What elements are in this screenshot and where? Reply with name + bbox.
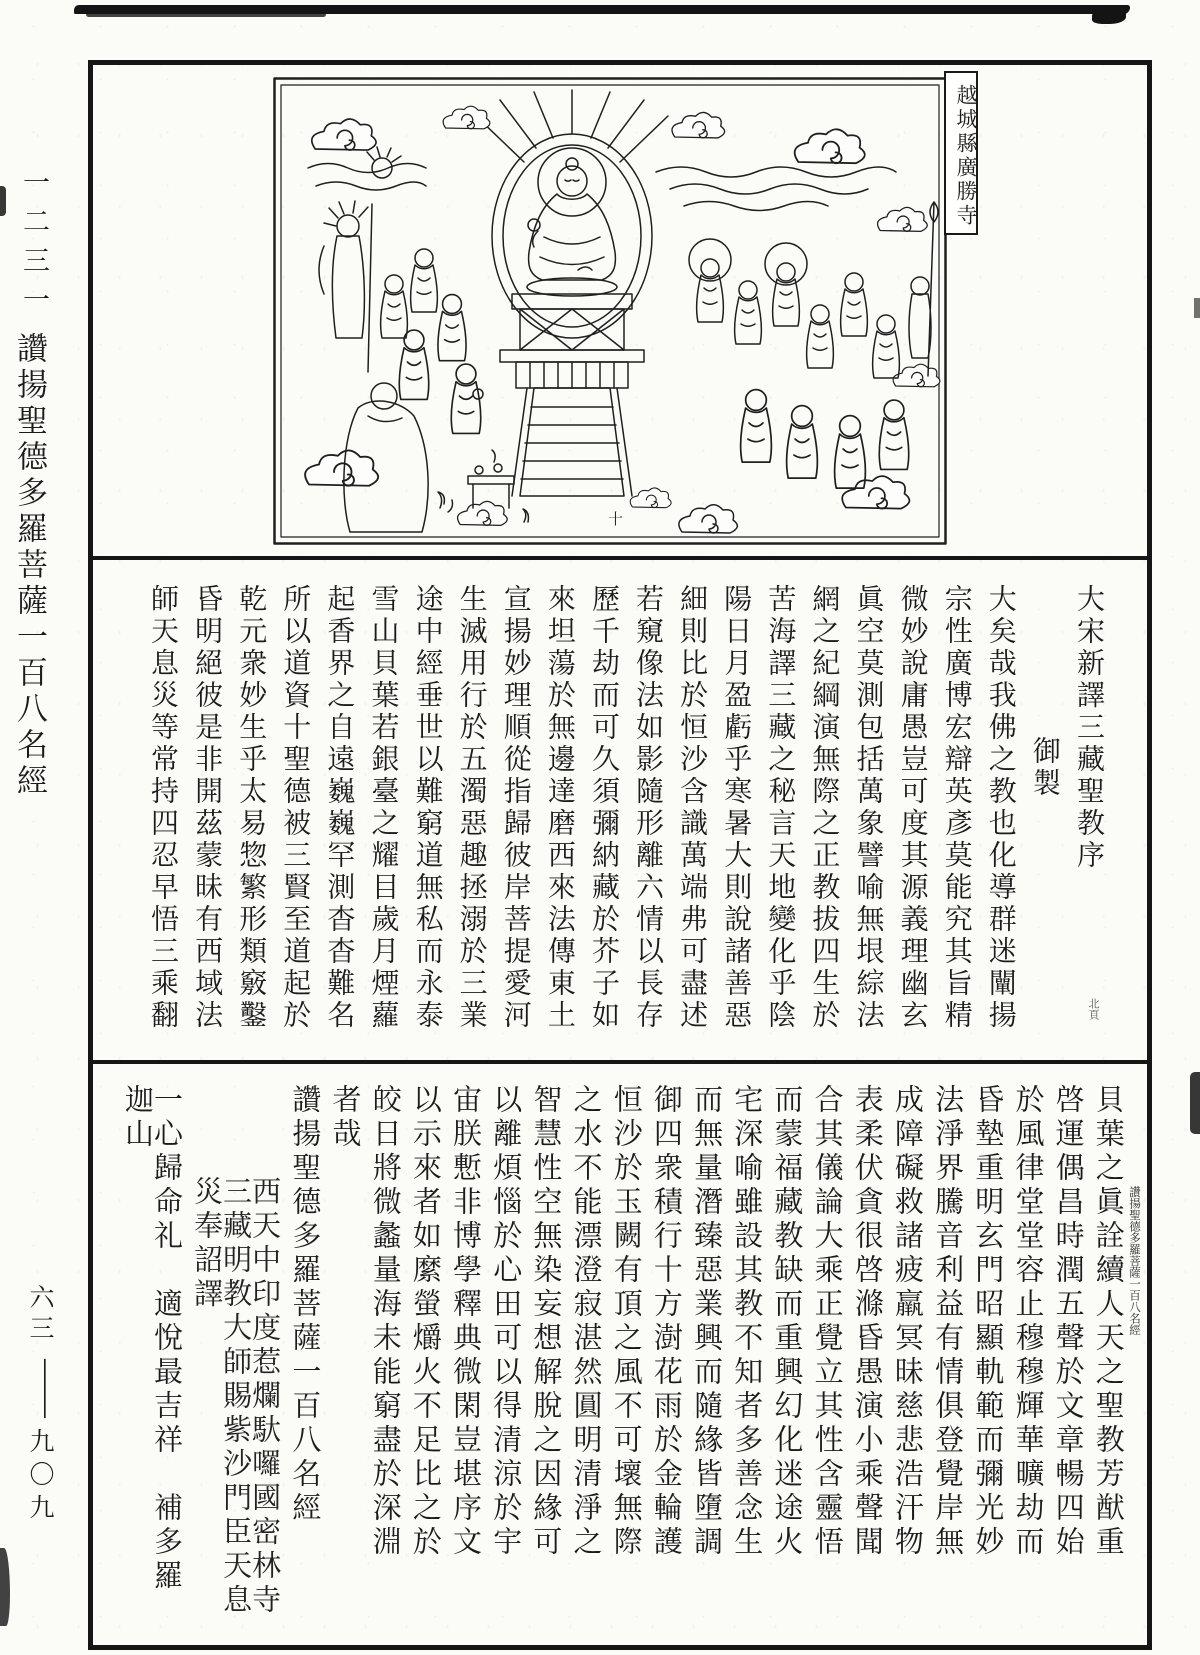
buddha-assembly-illustration: [272, 76, 948, 546]
page-number: 九〇九: [26, 1428, 55, 1527]
illustration-caption: 越城縣廣勝寺: [944, 71, 978, 235]
text-column: 而無量潛臻惡業興而隨緣皆墮調: [690, 1084, 725, 1560]
sheet-marker-note: 北頁: [1087, 998, 1100, 1020]
text-column: 雪山貝葉若銀臺之耀目歲月煙蘿: [367, 584, 401, 1032]
text-column: 而蒙福藏教缺而重興幻化迷途火: [770, 1084, 805, 1560]
sutra-serial-number: 一二三一: [18, 168, 49, 324]
text-column: 以示來者如縻螢爝火不足比之於: [408, 1084, 443, 1560]
sutra-title: 讚揚聖德多羅菩薩一百八名經: [288, 1084, 323, 1526]
text-column: 智慧性空無染妄想解脫之因緣可: [529, 1084, 564, 1560]
text-column: 啓運偶昌時潤五聲於文章暢四始: [1051, 1084, 1086, 1560]
text-column: 於風律堂堂容止穆穆輝華曠劫而: [1011, 1084, 1046, 1560]
gutter-running-title: 讚揚聖德多羅菩薩一百八名經: [1128, 1186, 1142, 1336]
text-column: 起香界之自遠巍巍罕測杳杳難名: [323, 584, 357, 1032]
scan-artifact-top-right: [1092, 10, 1126, 24]
translator-attribution: 西天中印度惹爛馱囉國密林寺三藏明教大師賜紫沙門臣天息災奉詔譯: [190, 1176, 283, 1618]
text-column: 微妙說庸愚豈可度其源義理幽玄: [896, 584, 930, 1032]
volume-number: 六三: [26, 1284, 55, 1346]
text-column: 網之紀綱演無際之正教拔四生於: [808, 584, 842, 1032]
text-column: 合其儀論大乘正覺立其性含靈悟: [810, 1084, 845, 1560]
preface-title: 大宋新譯三藏聖教序: [1072, 584, 1106, 872]
text-column: 表柔伏貪很啓滌昏愚演小乘聲聞: [850, 1084, 885, 1560]
text-column: 乾元衆妙生乎太易惣繁形類竅鑿: [235, 584, 269, 1032]
text-column: 大矣哉我佛之教也化導群迷闡揚: [984, 584, 1018, 1032]
spine-sutra-title: 讚揚聖德多羅菩薩一百八名經: [11, 332, 47, 800]
text-column: 成障礙救諸疲羸冥昧慈悲浩汗物: [890, 1084, 925, 1560]
text-column: 歷千劫而可久須彌納藏於芥子如: [587, 584, 621, 1032]
scan-artifact-right-2: [1194, 298, 1200, 318]
text-column: 陽日月盈虧乎寒暑大則說諸善惡: [720, 584, 754, 1032]
text-column: 所以道資十聖德被三賢至道起於: [279, 584, 313, 1032]
text-column: 昏明絕彼是非開茲蒙昧有西域法: [191, 584, 225, 1032]
preface-panel: [93, 560, 1147, 1064]
scan-artifact-left: [0, 186, 6, 216]
preface-closing: 者哉: [328, 1084, 363, 1152]
opening-verse: 一心歸命礼 適悅最吉祥 補多羅迦山: [121, 1084, 184, 1594]
text-column: 皎日將微蠡量海未能窮盡於深淵: [368, 1084, 403, 1560]
text-column: 宅深喻雖設其教不知者多善念生: [730, 1084, 765, 1560]
text-column: 途中經垂世以難窮道無私而永泰: [411, 584, 445, 1032]
text-column: 宗性廣博宏辯英彥莫能究其旨精: [940, 584, 974, 1032]
text-column: 之水不能漂澄寂湛然圓明清淨之: [569, 1084, 604, 1560]
illustration-panel: [93, 65, 1147, 560]
scan-artifact-top-2: [86, 12, 326, 17]
block-mark: 十: [608, 510, 624, 528]
text-column: 眞空莫測包括萬象譬喻無垠綜法: [852, 584, 886, 1032]
page-frame: [88, 60, 1152, 1650]
text-column: 御四衆積行十方澍花雨於金輪護: [649, 1084, 684, 1560]
text-column: 苦海譯三藏之秘言天地變化乎陰: [764, 584, 798, 1032]
text-column: 以離煩惱於心田可以得清涼於宇: [489, 1084, 524, 1560]
scan-artifact-right: [1190, 1072, 1200, 1134]
text-column: 若窺像法如影隨形離六情以長存: [632, 584, 666, 1032]
text-column: 宙朕慙非博學釋典微閑豈堪序文: [449, 1084, 484, 1560]
text-column: 生滅用行於五濁惡趣拯溺於三業: [455, 584, 489, 1032]
text-column: 師天息災等常持四忍早悟三乘翻: [147, 584, 180, 1032]
text-column: 貝葉之眞詮續人天之聖教芳猷重: [1091, 1084, 1126, 1560]
text-column: 來坦蕩於無邊達磨西來法傳東土: [543, 584, 577, 1032]
text-column: 恒沙於玉闕有頂之風不可壞無際: [609, 1084, 644, 1560]
scan-artifact-left-bottom: [0, 1548, 10, 1626]
text-column: 細則比於恒沙含識萬端弗可盡述: [676, 584, 710, 1032]
sutra-panel: [93, 1064, 1147, 1636]
text-column: 昏墊重明玄門昭顯軌範而彌光妙: [971, 1084, 1006, 1560]
preface-byline: 御製: [1028, 736, 1062, 800]
text-column: 法淨界騰音利益有情俱登覺岸無: [931, 1084, 966, 1560]
page-number-dash: —: [32, 1356, 61, 1421]
text-column: 宣揚妙理順從指歸彼岸菩提愛河: [499, 584, 533, 1032]
